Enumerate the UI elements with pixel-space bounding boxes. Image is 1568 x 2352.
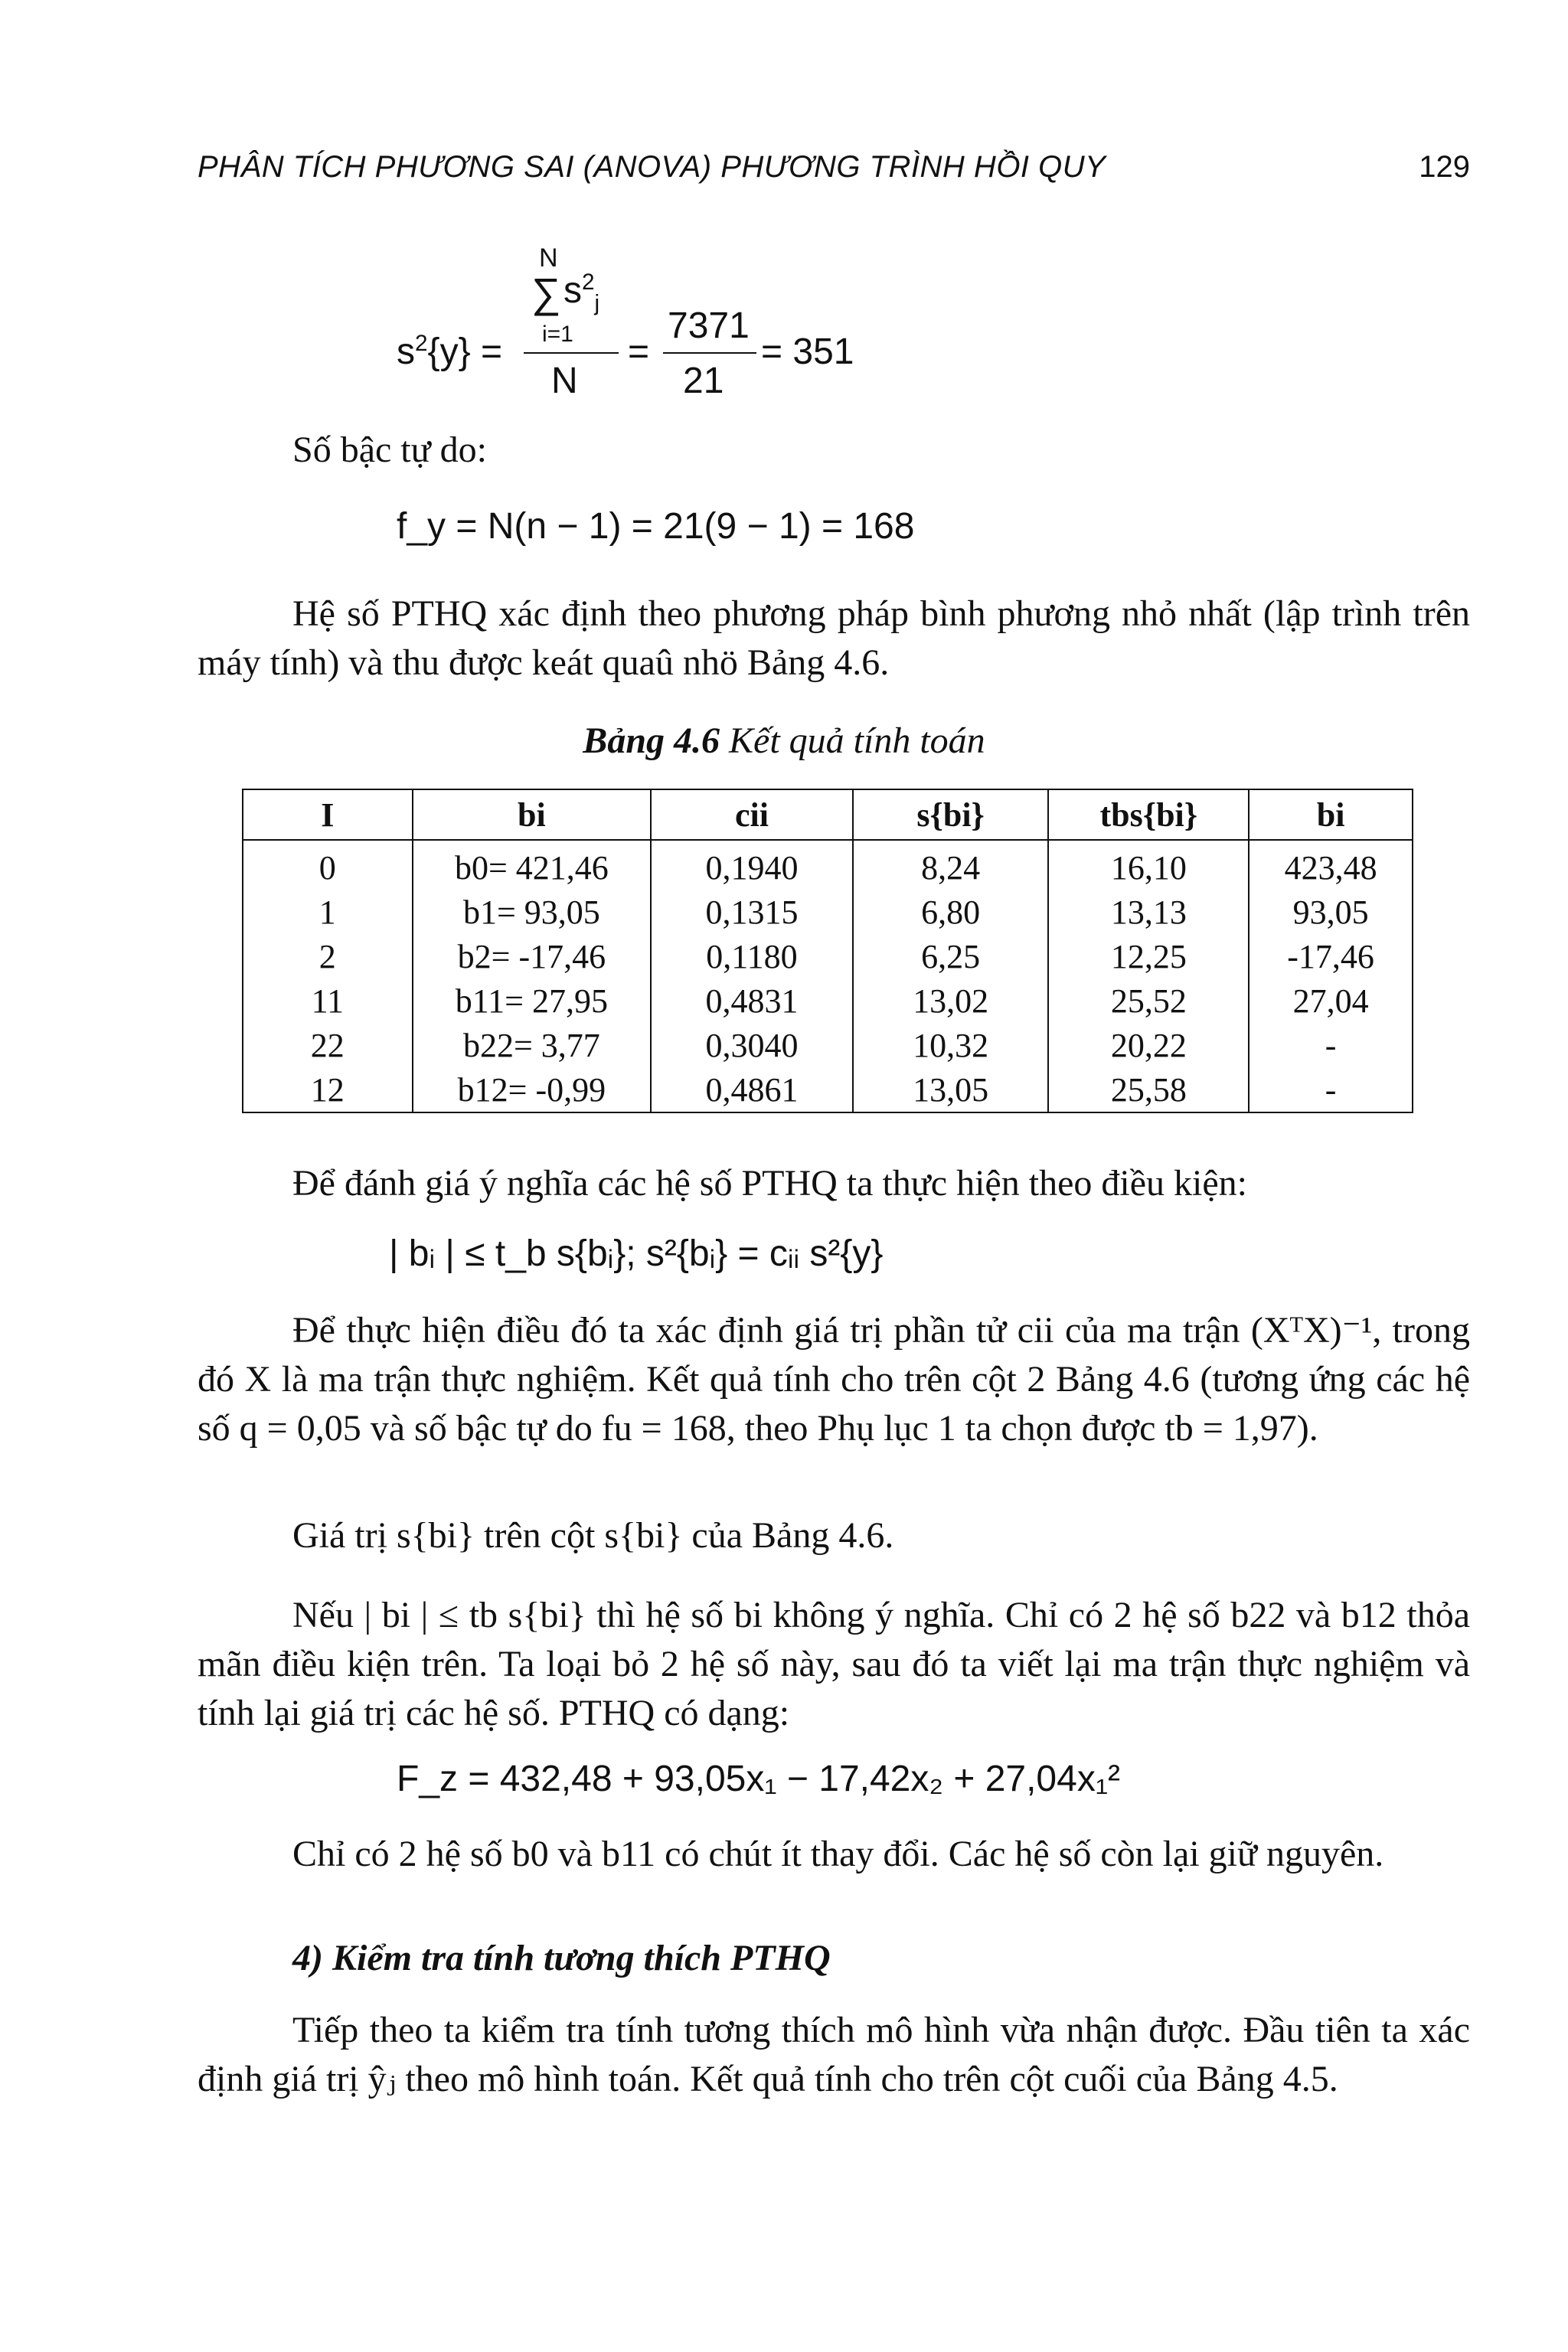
- table-cell: 13,02: [853, 978, 1049, 1023]
- table-cell: 423,48: [1249, 840, 1413, 890]
- table-row: [243, 890, 1413, 934]
- eq-denominator-2: 21: [683, 361, 724, 401]
- table-cell: 11: [243, 978, 413, 1023]
- equation-model: F_z = 432,48 + 93,05x₁ − 17,42x₂ + 27,04x₁²: [397, 1759, 1120, 1799]
- table-cell: b12= -0,99: [413, 1067, 652, 1112]
- table-header-cell: s{bi}: [853, 789, 1049, 840]
- table-header-row: [243, 789, 1413, 840]
- eq-sum-term: $s^2_j$: [564, 270, 600, 316]
- eq-result: = 351: [761, 332, 854, 372]
- table-cell: 0,1315: [651, 890, 853, 934]
- table-cell: 0,4861: [651, 1067, 853, 1112]
- table-cell: 0,3040: [651, 1023, 853, 1067]
- table-cell: b0= 421,46: [413, 840, 652, 890]
- paragraph-only: Chỉ có 2 hệ số b0 và b11 có chút ít thay đổi. Các hệ số còn lại giữ nguyên.: [292, 1834, 1384, 1874]
- running-title: PHÂN TÍCH PHƯƠNG SAI (ANOVA) PHƯƠNG TRÌNH HỒI QUY: [198, 150, 1106, 184]
- table-cell: 0,4831: [651, 978, 853, 1023]
- table-header-cell: cii: [651, 789, 853, 840]
- paragraph-sbi: Giá trị s{bi} trên cột s{bi} của Bảng 4.6.: [292, 1515, 894, 1556]
- table-cell: 16,10: [1048, 840, 1249, 890]
- table-cell: 25,58: [1048, 1067, 1249, 1112]
- paragraph-coefficients: Hệ số PTHQ xác định theo phương pháp bình phương nhỏ nhất (lập trình trên máy tính) và thu được keát quaû nhö Bảng 4.6.: [198, 593, 1470, 683]
- fraction-bar-2: [663, 352, 756, 354]
- equation-dof: f_y = N(n − 1) = 21(9 − 1) = 168: [397, 506, 915, 547]
- table-caption-title: Kết quả tính toán: [729, 720, 985, 761]
- table-header-cell: I: [243, 789, 413, 840]
- fraction-bar-1: [524, 352, 619, 354]
- table-caption-label: Bảng 4.6: [583, 720, 720, 761]
- table-cell: 93,05: [1249, 890, 1413, 934]
- dof-label: Số bậc tự do:: [292, 430, 487, 470]
- table-row: [243, 1067, 1413, 1112]
- table-cell: b11= 27,95: [413, 978, 652, 1023]
- table-cell: -: [1249, 1067, 1413, 1112]
- section-heading: 4) Kiểm tra tính tương thích PTHQ: [292, 1938, 831, 1978]
- eq-numerator-2: 7371: [668, 305, 750, 346]
- table-header-cell: bi: [413, 789, 652, 840]
- table-row: [243, 978, 1413, 1023]
- table-cell: 27,04: [1249, 978, 1413, 1023]
- eq-denominator-1: N: [551, 361, 578, 401]
- eq-sum-top: N: [539, 243, 558, 273]
- paragraph-if: Nếu | bi | ≤ tb s{bi} thì hệ số bi không ý nghĩa. Chỉ có 2 hệ số b22 và b12 thỏa mãn điều kiện trên. Ta loại bỏ 2 hệ số này, sau đó ta viết lại ma trận thực nghiệm và tính lại giá trị các hệ số. PTHQ có dạng:: [198, 1595, 1470, 1733]
- eq-variance-lhs: $s^2\{y\}$ =: [397, 331, 502, 372]
- table-cell: 12: [243, 1067, 413, 1112]
- table-cell: 13,13: [1048, 890, 1249, 934]
- eq-sum-symbol: ∑: [531, 270, 561, 316]
- table-cell: b2= -17,46: [413, 934, 652, 978]
- paragraph-evaluate: Để đánh giá ý nghĩa các hệ số PTHQ ta thực hiện theo điều kiện:: [292, 1163, 1247, 1204]
- equation-condition: | bᵢ | ≤ t_b s{bᵢ}; s²{bᵢ} = cᵢᵢ s²{y}: [389, 1233, 884, 1274]
- table-cell: 22: [243, 1023, 413, 1067]
- table-cell: 0,1180: [651, 934, 853, 978]
- table-cell: 20,22: [1048, 1023, 1249, 1067]
- table-cell: 0: [243, 840, 413, 890]
- eq-equals-1: =: [628, 332, 650, 372]
- table-cell: -17,46: [1249, 934, 1413, 978]
- table-cell: b1= 93,05: [413, 890, 652, 934]
- table-caption: [0, 720, 1568, 762]
- eq-sum-bottom: i=1: [542, 322, 573, 347]
- table-cell: 10,32: [853, 1023, 1049, 1067]
- paragraph-cii: Để thực hiện điều đó ta xác định giá trị phần tử cii của ma trận (XᵀX)⁻¹, trong đó X là ma trận thực nghiệm. Kết quả tính cho trên cột 2 Bảng 4.6 (tương ứng các hệ số q = 0,05 và số bậc tự do fu = 168, theo Phụ lục 1 ta chọn được tb = 1,97).: [198, 1310, 1470, 1449]
- results-table: [242, 789, 1413, 1113]
- table-row: [243, 934, 1413, 978]
- table-row: [243, 840, 1413, 890]
- table-cell: 25,52: [1048, 978, 1249, 1023]
- table-cell: 6,80: [853, 890, 1049, 934]
- page-number: 129: [1419, 150, 1470, 184]
- table-cell: 13,05: [853, 1067, 1049, 1112]
- table-header-cell: bi: [1249, 789, 1413, 840]
- table-cell: 6,25: [853, 934, 1049, 978]
- table-cell: b22= 3,77: [413, 1023, 652, 1067]
- table-cell: 2: [243, 934, 413, 978]
- table-row: [243, 1023, 1413, 1067]
- table-cell: 1: [243, 890, 413, 934]
- table-cell: -: [1249, 1023, 1413, 1067]
- table-cell: 0,1940: [651, 840, 853, 890]
- table-cell: 8,24: [853, 840, 1049, 890]
- table-header-cell: tbs{bi}: [1048, 789, 1249, 840]
- table-cell: 12,25: [1048, 934, 1249, 978]
- paragraph-next: Tiếp theo ta kiểm tra tính tương thích mô hình vừa nhận được. Đầu tiên ta xác định giá trị ŷⱼ theo mô hình toán. Kết quả tính cho trên cột cuối của Bảng 4.5.: [198, 2010, 1470, 2099]
